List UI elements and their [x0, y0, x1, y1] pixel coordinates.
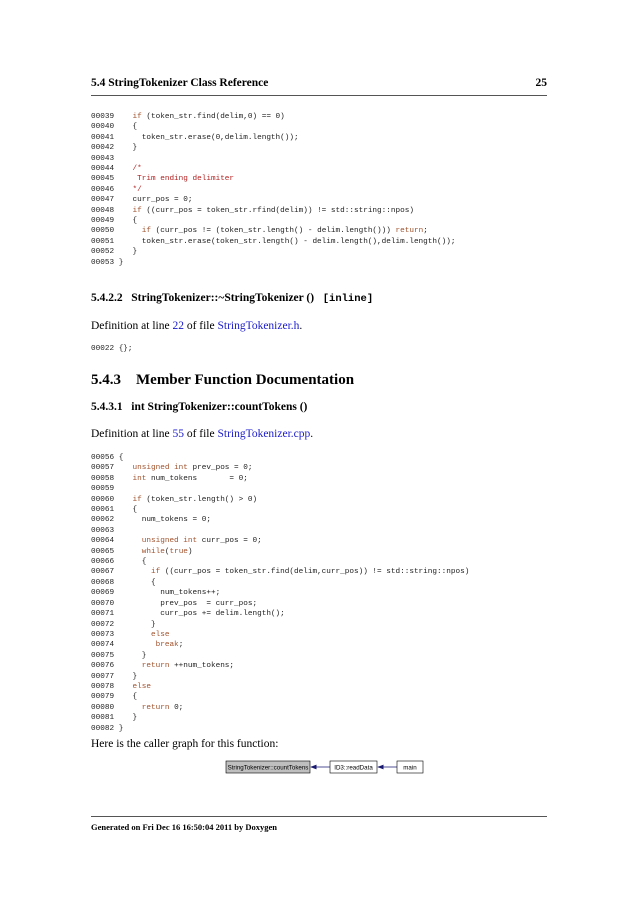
- code-keyword: else: [150, 630, 170, 639]
- code-text: prev_pos = curr_pos;: [114, 599, 258, 608]
- footer-rule: [91, 816, 547, 817]
- code-keyword: return: [141, 662, 170, 671]
- code-keyword: unsigned: [141, 537, 179, 546]
- code-text: {: [114, 217, 138, 226]
- destructor-heading-number: 5.4.2.2: [91, 292, 123, 304]
- caller-graph-caption: Here is the caller graph for this function:: [91, 738, 279, 750]
- code-text: ): [187, 547, 193, 556]
- line-number: 00082: [91, 724, 115, 733]
- line-number: 00067: [91, 568, 115, 577]
- code-comment: Trim ending delimiter: [137, 175, 235, 184]
- code-text: }: [114, 714, 138, 723]
- code-text: }: [114, 248, 138, 257]
- header-title: 5.4 StringTokenizer Class Reference: [91, 77, 269, 89]
- code-keyword: break: [155, 641, 179, 650]
- code-text: }: [114, 620, 156, 629]
- code-keyword: if: [132, 495, 142, 504]
- code-text: {};: [114, 345, 133, 353]
- line-number: 00081: [91, 714, 115, 723]
- code-keyword: if: [150, 568, 161, 577]
- count-heading-text: int StringTokenizer::countTokens (): [131, 401, 308, 413]
- definition-prefix: Definition at line: [91, 320, 173, 332]
- node-main[interactable]: [397, 761, 423, 773]
- line-number: 00052: [91, 248, 115, 257]
- line-number: 00047: [91, 196, 115, 205]
- destructor-heading-text: StringTokenizer::~StringTokenizer (): [131, 292, 315, 304]
- line-number: 00060: [91, 495, 115, 504]
- code-text: ;: [423, 227, 428, 236]
- inline-tag: [inline]: [322, 293, 374, 305]
- line-number: 00058: [91, 474, 115, 483]
- code-text: {: [114, 578, 156, 587]
- code-text: token_str.erase(token_str.length() - delim.length(),delim.length());: [114, 237, 456, 246]
- line-number: 00068: [91, 578, 115, 587]
- code-keyword: int: [183, 537, 198, 546]
- line-number: 00076: [91, 662, 115, 671]
- footer: Generated on Fri Dec 16 16:50:04 2011 by Doxygen: [91, 822, 278, 832]
- line-number: 00045: [91, 175, 115, 184]
- code-text: {: [114, 506, 138, 515]
- code-keyword: return: [395, 227, 424, 236]
- code-text: }: [114, 258, 124, 267]
- line-number: 00056: [91, 454, 115, 462]
- code-text: num_tokens = 0;: [146, 474, 248, 483]
- line-number: 00051: [91, 237, 115, 246]
- code-text: (curr_pos != (token_str.length() - delim.length())): [151, 227, 396, 236]
- code-text: }: [114, 724, 124, 733]
- code-text: ((curr_pos = token_str.rfind(delim)) != std::string::npos): [141, 206, 414, 215]
- line-number: 00048: [91, 206, 115, 215]
- node-count-tokens[interactable]: [226, 761, 310, 773]
- code-keyword: else: [132, 682, 151, 691]
- line-number: 00062: [91, 516, 115, 525]
- code-text: ;: [178, 641, 184, 650]
- line-number: 00053: [91, 258, 115, 267]
- code-text: }: [114, 651, 147, 660]
- code-text: ((curr_pos = token_str.find(delim,curr_pos)) != std::string::npos): [160, 568, 470, 577]
- line-number: 00059: [91, 485, 115, 494]
- code-text: {: [114, 693, 138, 702]
- line-number: 00050: [91, 227, 115, 236]
- line-number: 00039: [91, 113, 115, 121]
- line-link-55[interactable]: 55: [172, 428, 184, 440]
- definition-prefix: Definition at line: [91, 428, 173, 440]
- node-read-data[interactable]: [330, 761, 377, 773]
- file-link-cpp[interactable]: StringTokenizer.cpp: [217, 428, 311, 440]
- line-number: 00074: [91, 641, 115, 650]
- line-number: 00065: [91, 547, 115, 556]
- code-keyword: int: [132, 474, 147, 483]
- file-link-header[interactable]: StringTokenizer.h: [217, 320, 300, 332]
- definition-mid: of file: [183, 320, 218, 332]
- line-number: 00080: [91, 703, 115, 712]
- line-number: 00078: [91, 682, 115, 691]
- code-text: curr_pos += delim.length();: [114, 610, 285, 619]
- code-text: (token_str.find(delim,0) == 0): [141, 113, 285, 121]
- code-keyword: unsigned: [132, 464, 170, 473]
- code-text: curr_pos = 0;: [114, 196, 193, 205]
- code-text: curr_pos = 0;: [197, 537, 262, 546]
- code-text: (token_str.length() > 0): [141, 495, 258, 504]
- line-number: 00049: [91, 217, 115, 226]
- code-text: token_str.erase(0,delim.length());: [114, 133, 299, 142]
- definition-suffix: .: [299, 320, 303, 332]
- line-number: 00046: [91, 185, 115, 194]
- code-text: {: [114, 123, 138, 132]
- definition-mid: of file: [183, 428, 218, 440]
- line-number: 00042: [91, 144, 115, 153]
- code-text: {: [114, 558, 147, 567]
- code-comment: */: [132, 185, 142, 194]
- node-main-label: main: [403, 764, 417, 772]
- line-number: 00071: [91, 610, 115, 619]
- line-number: 00044: [91, 165, 115, 174]
- code-text: {: [114, 454, 124, 462]
- line-number: 00073: [91, 630, 115, 639]
- code-keyword: while: [141, 547, 165, 556]
- line-number: 00063: [91, 526, 115, 535]
- code-text: 0;: [169, 703, 184, 712]
- line-number: 00040: [91, 123, 115, 132]
- line-number: 00041: [91, 133, 115, 142]
- line-number: 00069: [91, 589, 115, 598]
- code-keyword: int: [174, 464, 188, 473]
- line-number: 00070: [91, 599, 115, 608]
- line-number: 00057: [91, 464, 115, 473]
- node-count-tokens-label: StringTokenizer::countTokens: [227, 764, 309, 772]
- code-comment: /*: [132, 165, 142, 174]
- line-number: 00075: [91, 651, 115, 660]
- definition-suffix: .: [310, 428, 314, 440]
- code-keyword: if: [132, 206, 142, 215]
- code-keyword: if: [141, 227, 151, 236]
- line-number: 00072: [91, 620, 115, 629]
- line-number: 00061: [91, 506, 115, 515]
- line-number: 00022: [91, 345, 115, 353]
- code-keyword: return: [141, 703, 170, 712]
- line-number: 00043: [91, 154, 115, 163]
- node-read-data-label: ID3::readData: [334, 764, 373, 772]
- line-number: 00077: [91, 672, 115, 681]
- code-text: num_tokens = 0;: [114, 516, 211, 525]
- line-link-22[interactable]: 22: [172, 320, 184, 332]
- line-number: 00079: [91, 693, 115, 702]
- code-text: prev_pos = 0;: [187, 464, 253, 473]
- code-text: ++num_tokens;: [169, 662, 235, 671]
- code-text: (: [164, 547, 170, 556]
- code-text: num_tokens++;: [114, 589, 221, 598]
- code-text: }: [114, 144, 138, 153]
- line-number: 00066: [91, 558, 115, 567]
- count-heading-number: 5.4.3.1: [91, 401, 123, 413]
- page-number: 25: [535, 77, 547, 89]
- code-keyword: true: [169, 547, 188, 556]
- member-section-title: Member Function Documentation: [136, 372, 355, 388]
- line-number: 00064: [91, 537, 115, 546]
- code-keyword: if: [132, 113, 142, 121]
- code-text: }: [114, 672, 138, 681]
- member-section-number: 5.4.3: [91, 372, 121, 388]
